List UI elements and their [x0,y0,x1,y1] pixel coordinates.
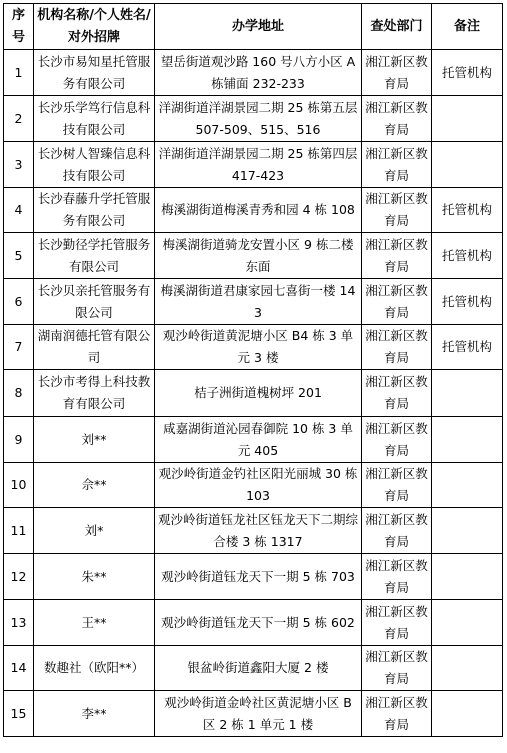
cell-org: 李** [34,691,155,737]
cell-no: 1 [4,50,34,96]
cell-note [432,463,503,508]
cell-org: 长沙春藤升学托管服务有限公司 [34,188,155,233]
table-body [4,50,503,737]
cell-no: 4 [4,188,34,233]
cell-org: 长沙市易知星托管服务有限公司 [34,50,155,96]
table-row [4,463,503,508]
cell-no: 2 [4,96,34,142]
table-row [4,233,503,279]
cell-dept: 湘江新区教育局 [362,554,432,600]
cell-address: 观沙岭街道钰龙天下一期 5 栋 703 [155,554,362,600]
table-row [4,417,503,463]
cell-dept: 湘江新区教育局 [362,463,432,508]
cell-dept: 湘江新区教育局 [362,600,432,646]
table-row [4,142,503,188]
cell-no: 7 [4,325,34,370]
table-row [4,691,503,737]
cell-note [432,96,503,142]
cell-note [432,646,503,691]
cell-note [432,417,503,463]
cell-address: 梅溪湖街道梅溪青秀和园 4 栋 108 [155,188,362,233]
cell-dept: 湘江新区教育局 [362,417,432,463]
cell-no: 6 [4,279,34,325]
cell-address: 桔子洲街道槐树坪 201 [155,370,362,417]
table-row [4,370,503,417]
cell-org: 湖南润德托管有限公司 [34,325,155,370]
cell-note [432,370,503,417]
cell-dept: 湘江新区教育局 [362,279,432,325]
cell-note: 托管机构 [432,233,503,279]
cell-dept: 湘江新区教育局 [362,96,432,142]
header-address: 办学地址 [155,4,362,50]
table-row [4,600,503,646]
cell-dept: 湘江新区教育局 [362,142,432,188]
table-row [4,50,503,96]
cell-no: 11 [4,508,34,554]
cell-no: 9 [4,417,34,463]
cell-org: 长沙勤径学托管服务有限公司 [34,233,155,279]
cell-address: 望岳街道观沙路 160 号八方小区 A 栋铺面 232-233 [155,50,362,96]
cell-address: 银盆岭街道鑫阳大厦 2 楼 [155,646,362,691]
header-no: 序号 [4,4,34,50]
cell-no: 3 [4,142,34,188]
cell-no: 8 [4,370,34,417]
cell-org: 佘** [34,463,155,508]
cell-no: 14 [4,646,34,691]
cell-org: 王** [34,600,155,646]
cell-org: 刘* [34,508,155,554]
cell-dept: 湘江新区教育局 [362,370,432,417]
table-row [4,508,503,554]
table-row [4,554,503,600]
table-row [4,188,503,233]
cell-org: 数趣社（欧阳**） [34,646,155,691]
cell-address: 观沙岭街道钰龙社区钰龙天下二期综合楼 3 栋 1317 [155,508,362,554]
cell-dept: 湘江新区教育局 [362,233,432,279]
cell-no: 5 [4,233,34,279]
cell-org: 朱** [34,554,155,600]
cell-note: 托管机构 [432,188,503,233]
cell-no: 10 [4,463,34,508]
cell-address: 观沙岭街道金岭社区黄泥塘小区 B 区 2 栋 1 单元 1 楼 [155,691,362,737]
table-row [4,279,503,325]
header-org: 机构名称/个人姓名/对外招牌 [34,4,155,50]
table-row [4,325,503,370]
cell-org: 刘** [34,417,155,463]
cell-note [432,600,503,646]
cell-address: 观沙岭街道黄泥塘小区 B4 栋 3 单元 3 楼 [155,325,362,370]
table-header-row [4,4,503,50]
cell-address: 观沙岭街道钰龙天下一期 5 栋 602 [155,600,362,646]
cell-address: 咸嘉湖街道沁园春御院 10 栋 3 单元 405 [155,417,362,463]
cell-org: 长沙树人智臻信息科技有限公司 [34,142,155,188]
cell-dept: 湘江新区教育局 [362,691,432,737]
cell-address: 洋湖街道洋湖景园二期 25 栋第四层 417-423 [155,142,362,188]
header-dept: 查处部门 [362,4,432,50]
cell-dept: 湘江新区教育局 [362,50,432,96]
cell-address: 梅溪湖街道骑龙安置小区 9 栋二楼东面 [155,233,362,279]
cell-no: 13 [4,600,34,646]
cell-no: 15 [4,691,34,737]
cell-note: 托管机构 [432,325,503,370]
cell-note [432,142,503,188]
cell-note [432,554,503,600]
cell-org: 长沙乐学笃行信息科技有限公司 [34,96,155,142]
table-row [4,646,503,691]
cell-address: 梅溪湖街道君康家园七喜街一楼 143 [155,279,362,325]
cell-dept: 湘江新区教育局 [362,646,432,691]
header-note: 备注 [432,4,503,50]
inspection-table [3,3,503,737]
cell-note [432,508,503,554]
table-row [4,96,503,142]
cell-address: 洋湖街道洋湖景园二期 25 栋第五层 507-509、515、516 [155,96,362,142]
cell-note: 托管机构 [432,50,503,96]
cell-note [432,691,503,737]
cell-note: 托管机构 [432,279,503,325]
cell-dept: 湘江新区教育局 [362,188,432,233]
cell-dept: 湘江新区教育局 [362,508,432,554]
cell-org: 长沙市考得上科技教育有限公司 [34,370,155,417]
cell-dept: 湘江新区教育局 [362,325,432,370]
cell-org: 长沙贝亲托管服务有限公司 [34,279,155,325]
cell-address: 观沙岭街道金钓社区阳光丽城 30 栋 103 [155,463,362,508]
cell-no: 12 [4,554,34,600]
